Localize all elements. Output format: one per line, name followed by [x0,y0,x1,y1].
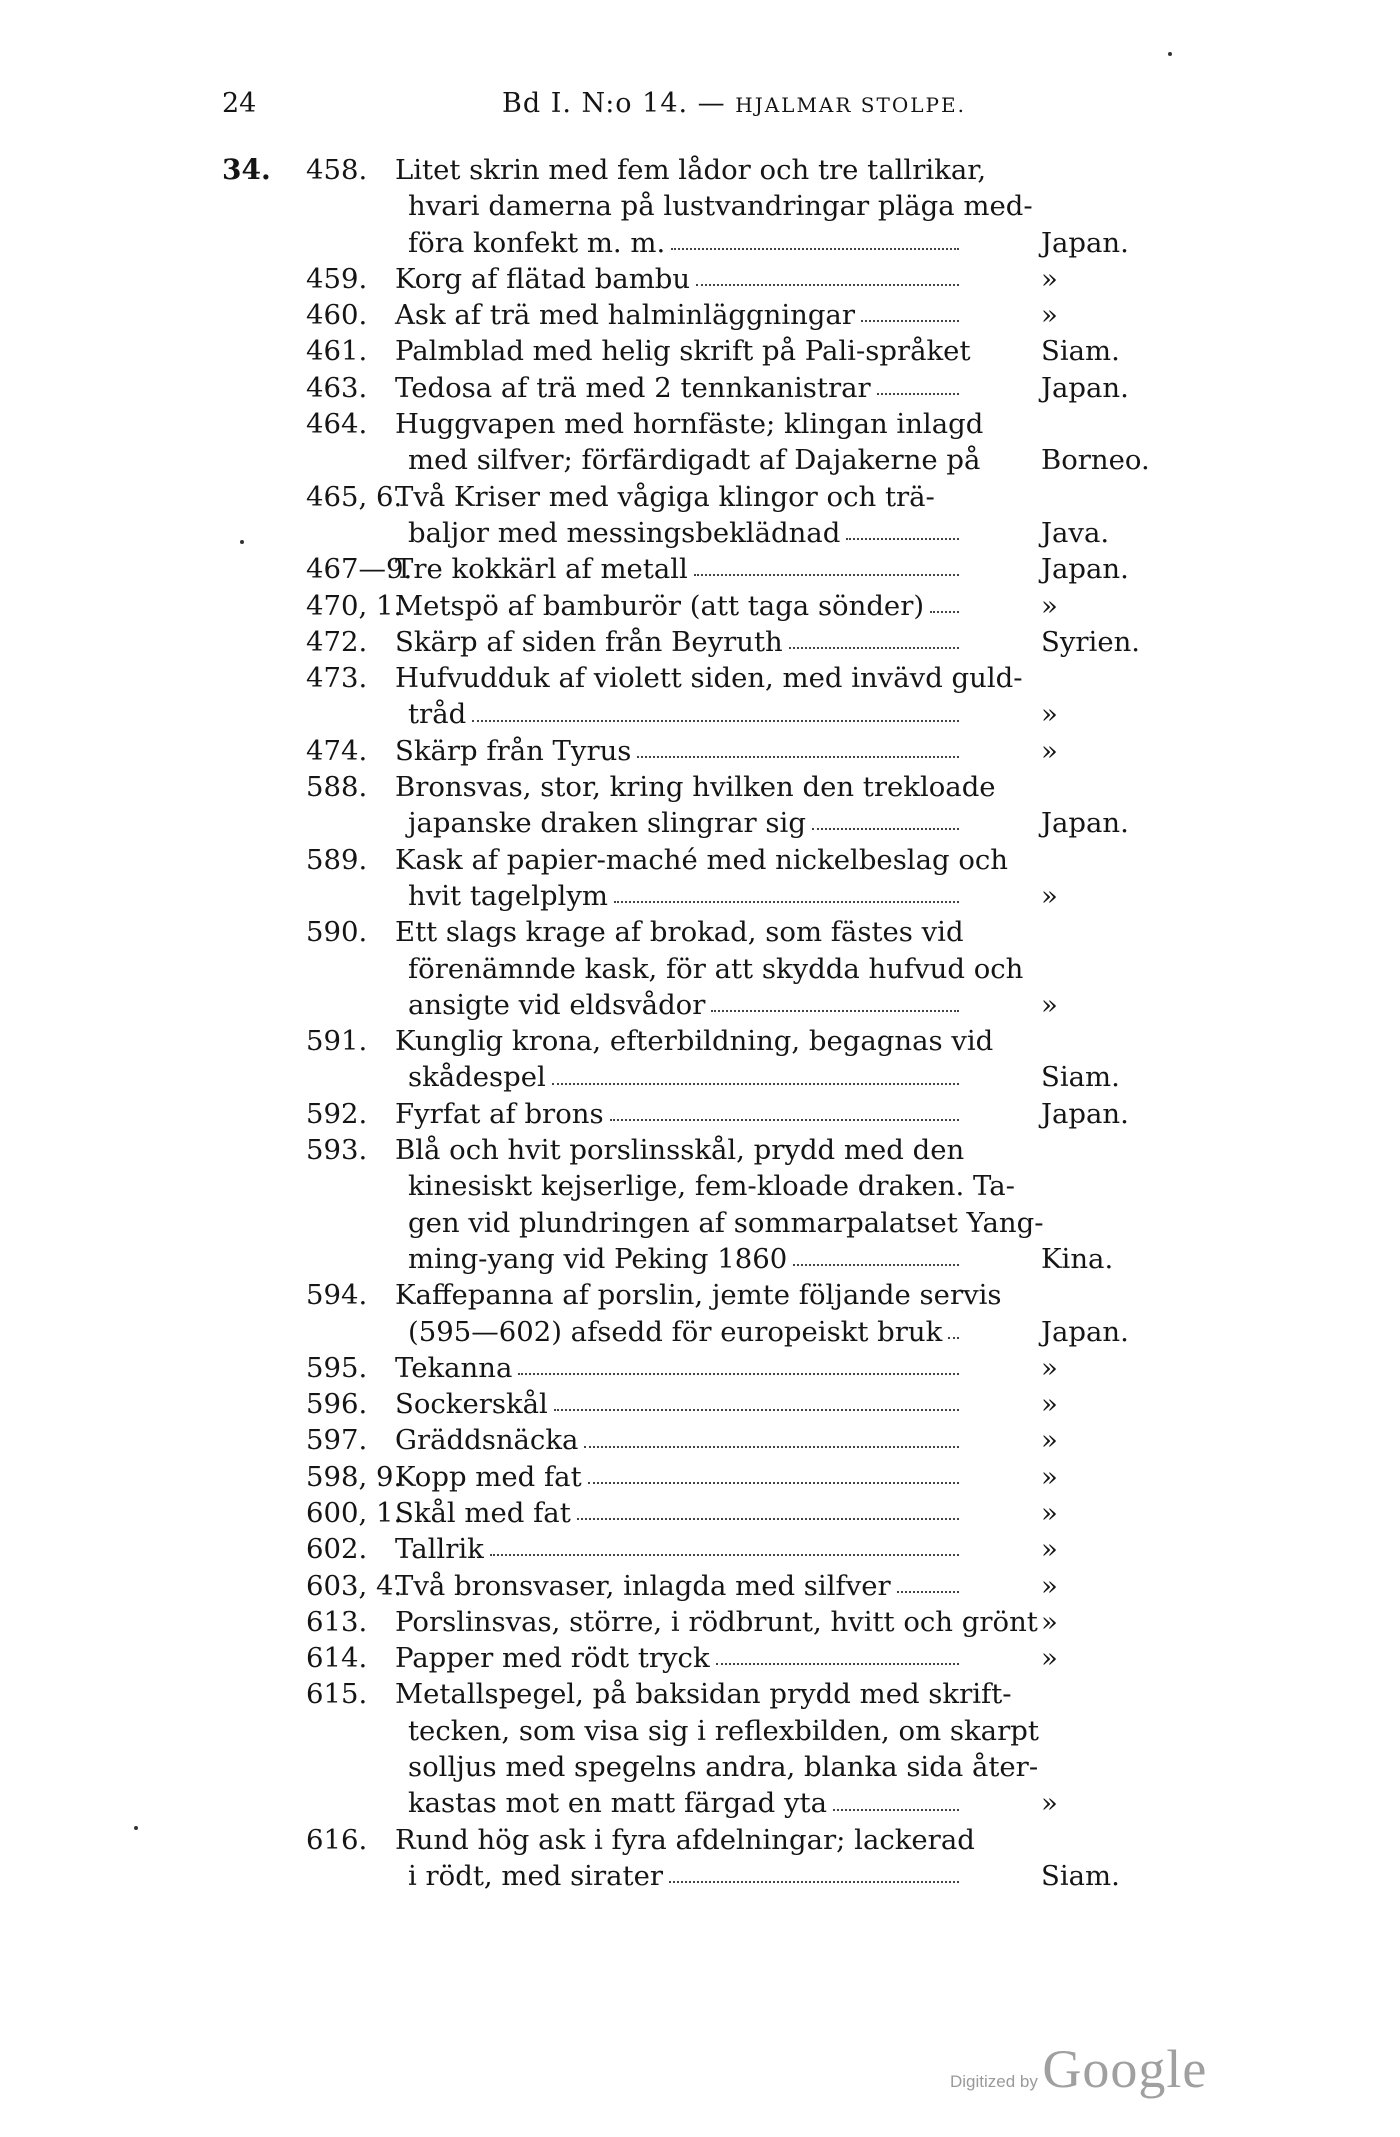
entry-line [222,805,1182,841]
item-description [408,1314,965,1350]
item-number: 589. [306,843,368,876]
page-speck [1168,52,1172,56]
catalog-entry [222,152,1182,261]
entry-line [222,1568,1182,1604]
item-number: 615. [306,1678,368,1711]
item-number: 603, 4. [306,1569,403,1602]
entry-line [222,1676,1182,1712]
origin-country: » [1041,1787,1058,1820]
description-text: solljus med spegelns andra, blanka sida åter- [408,1751,1039,1784]
item-description [395,333,971,369]
dot-leader [610,1119,959,1121]
description-text: Huggvapen med hornfäste; klingan inlagd [395,408,984,441]
item-description [395,588,965,624]
description-text: Papper med rödt tryck [395,1642,710,1675]
item-description [408,1785,965,1821]
item-description [408,987,965,1023]
entry-line [222,261,1182,297]
description-text: Korg af flätad bambu [395,262,691,295]
catalog-entry [222,733,1182,769]
catalog-entry [222,1096,1182,1132]
item-description [395,1386,965,1422]
item-description [408,805,965,841]
entry-line [222,624,1182,660]
description-text: Tekanna [395,1351,513,1384]
entry-line [222,152,1182,188]
description-text: Ask af trä med halminläggningar [395,299,855,332]
description-text: Bronsvas, stor, kring hvilken den trekloade [395,771,996,804]
running-head [502,88,966,119]
item-description [395,1822,975,1858]
item-description [395,842,1009,878]
origin-country: Siam. [1041,335,1120,368]
origin-country: Siam. [1041,1859,1120,1892]
item-number: 616. [306,1823,368,1856]
item-number: 470, 1. [306,589,403,622]
catalog-entry [222,1459,1182,1495]
description-text: ming-yang vid Peking 1860 [408,1242,788,1275]
description-text: Metallspegel, på baksidan prydd med skrift- [395,1678,1012,1711]
description-text: Kopp med fat [395,1460,582,1493]
origin-country: Japan. [1041,371,1129,404]
entry-line [222,297,1182,333]
item-number: 474. [306,734,368,767]
origin-country: » [1041,1424,1058,1457]
dot-leader [552,1083,959,1085]
item-description [408,1713,1039,1749]
item-description [395,1604,1038,1640]
dot-leader [637,756,959,758]
page-header [222,88,1182,128]
item-description [395,1495,965,1531]
catalog-entry [222,406,1182,479]
origin-country: » [1041,1533,1058,1566]
item-number: 472. [306,625,368,658]
origin-country: Java. [1041,516,1110,549]
item-description [395,1096,965,1132]
catalog-entry [222,333,1182,369]
entry-line [222,515,1182,551]
catalog-entry [222,479,1182,552]
origin-country: » [1041,1605,1058,1638]
item-description [408,1749,1039,1785]
entry-line [222,1749,1182,1785]
origin-country: » [1041,299,1058,332]
item-number: 590. [306,916,368,949]
dot-leader [793,1264,959,1266]
catalog-entry [222,551,1182,587]
description-text: Skärp från Tyrus [395,734,632,767]
entry-line [222,1350,1182,1386]
description-text: Hufvudduk af violett siden, med invävd guld- [395,662,1023,695]
description-text: Skål med fat [395,1496,571,1529]
item-description [395,261,965,297]
entry-line [222,442,1182,478]
description-text: Gräddsnäcka [395,1424,579,1457]
item-description [395,624,965,660]
item-number: 593. [306,1134,368,1167]
item-number: 464. [306,408,368,441]
dot-leader [588,1482,959,1484]
dot-leader [861,320,959,322]
description-text: föra konfekt m. m. [408,226,666,259]
origin-country: » [1041,879,1058,912]
catalog-entry [222,1531,1182,1567]
item-description [395,551,965,587]
entry-line [222,1495,1182,1531]
page-number: 24 [222,88,257,119]
item-description [408,1059,965,1095]
dot-leader [584,1446,959,1448]
item-number: 598, 9. [306,1460,403,1493]
entry-line [222,696,1182,732]
item-description [395,1459,965,1495]
origin-country: Japan. [1041,1097,1129,1130]
dot-leader [846,538,959,540]
item-description [395,370,965,406]
catalog-entry [222,1568,1182,1604]
entry-line [222,769,1182,805]
origin-country: » [1041,1351,1058,1384]
entry-line [222,1241,1182,1277]
item-number: 596. [306,1388,368,1421]
description-text: Tedosa af trä med 2 tennkanistrar [395,371,871,404]
catalog-entry [222,914,1182,1023]
item-description [408,1241,965,1277]
description-text: skådespel [408,1061,546,1094]
item-description [408,878,965,914]
dot-leader [614,901,959,903]
origin-country: Japan. [1041,807,1129,840]
item-number: 460. [306,299,368,332]
item-description [395,1350,965,1386]
running-head-main: Bd I. N:o 14. — [502,88,726,119]
description-text: hvari damerna på lustvandringar pläga med- [408,190,1033,223]
description-text: Metspö af bamburör (att taga sönder) [395,589,925,622]
item-number: 614. [306,1642,368,1675]
entry-line [222,951,1182,987]
dot-leader [490,1554,959,1556]
origin-country: » [1041,1496,1058,1529]
description-text: (595—602) afsedd för europeiskt bruk [408,1315,943,1348]
description-text: Blå och hvit porslinsskål, prydd med den [395,1134,965,1167]
item-description [395,660,1023,696]
catalog-entry [222,842,1182,915]
item-description [395,769,996,805]
entry-line [222,479,1182,515]
item-description [395,1023,994,1059]
description-text: Rund hög ask i fyra afdelningar; lackerad [395,1823,975,1856]
origin-country: » [1041,734,1058,767]
dot-leader [577,1518,959,1520]
entry-line [222,225,1182,261]
item-description [408,1858,965,1894]
dot-leader [518,1373,959,1375]
item-number: 613. [306,1605,368,1638]
origin-country: Japan. [1041,553,1129,586]
catalog-entry [222,1822,1182,1895]
description-text: Tre kokkärl af metall [395,553,688,586]
item-description [395,1422,965,1458]
item-description [395,733,965,769]
dot-leader [671,248,959,250]
description-text: gen vid plundringen af sommarpalatset Yang- [408,1206,1044,1239]
item-number: 461. [306,335,368,368]
item-description [408,1205,1044,1241]
description-text: med silfver; förfärdigadt af Dajakerne på [408,444,981,477]
catalog-entry [222,660,1182,733]
catalog-entry [222,1023,1182,1096]
dot-leader [694,574,959,576]
origin-country: » [1041,1388,1058,1421]
item-number: 458. [306,154,368,186]
entry-line [222,1314,1182,1350]
description-text: Sockerskål [395,1388,548,1421]
entry-line [222,370,1182,406]
description-text: Fyrfat af brons [395,1097,604,1130]
entry-line [222,1713,1182,1749]
dot-leader [789,647,959,649]
catalog-entry [222,1422,1182,1458]
item-description [408,225,965,261]
description-text: Kunglig krona, efterbildning, begagnas vid [395,1025,994,1058]
item-number: 473. [306,662,368,695]
running-head-author: HJALMAR STOLPE. [735,93,966,117]
entry-line [222,1640,1182,1676]
entry-line [222,333,1182,369]
dot-leader [930,611,959,613]
entry-line [222,1531,1182,1567]
item-description [395,1568,965,1604]
item-description [395,914,965,950]
item-description [395,1277,1002,1313]
dot-leader [897,1591,959,1593]
origin-country: Kina. [1041,1242,1114,1275]
catalog-entry [222,261,1182,297]
dot-leader [472,720,959,722]
catalog-entry [222,588,1182,624]
entry-line [222,1858,1182,1894]
origin-country: Japan. [1041,1315,1129,1348]
description-text: förenämnde kask, för att skydda hufvud och [408,952,1024,985]
item-description [395,297,965,333]
catalog-entry [222,1604,1182,1640]
item-description [395,1676,1012,1712]
item-number: 600, 1. [306,1496,403,1529]
catalog-list [222,152,1182,1894]
catalog-entry [222,1495,1182,1531]
description-text: japanske draken slingrar sig [408,807,806,840]
digitized-by-text: Digitized by [950,2072,1038,2091]
origin-country: Japan. [1041,226,1129,259]
item-description [395,479,965,515]
page-speck [240,540,244,544]
catalog-entry [222,1277,1182,1350]
catalog-entry [222,769,1182,842]
description-text: hvit tagelplym [408,879,608,912]
origin-country: » [1041,589,1058,622]
dot-leader [711,1010,959,1012]
description-text: ansigte vid eldsvådor [408,988,706,1021]
page-speck [134,1826,138,1830]
entry-line [222,660,1182,696]
description-text: Kask af papier-maché med nickelbeslag och [395,843,1009,876]
catalog-entry [222,1132,1182,1277]
entry-line [222,1168,1182,1204]
origin-country: » [1041,1460,1058,1493]
entry-line [222,588,1182,624]
description-text: kastas mot en matt färgad yta [408,1787,827,1820]
description-text: Ett slags krage af brokad, som fästes vid [395,916,964,949]
item-description [408,696,965,732]
description-text: tråd [408,698,467,731]
description-text: Tallrik [395,1533,484,1566]
origin-country: » [1041,988,1058,1021]
item-description [395,1640,965,1676]
description-text: baljor med messingsbeklädnad [408,516,841,549]
origin-country: » [1041,1569,1058,1602]
catalog-entry [222,1386,1182,1422]
item-number: 463. [306,371,368,404]
dot-leader [877,393,959,395]
entry-line [222,1132,1182,1168]
catalog-entry [222,370,1182,406]
entry-line [222,842,1182,878]
entry-line [222,914,1182,950]
dot-leader [716,1663,959,1665]
catalog-entry [222,297,1182,333]
description-text: Litet skrin med fem lådor och tre tallrikar, [395,154,987,186]
entry-line [222,406,1182,442]
origin-country: » [1041,1642,1058,1675]
item-number: 597. [306,1424,368,1457]
origin-country: » [1041,698,1058,731]
description-text: Skärp af siden från Beyruth [395,625,783,658]
entry-line [222,1096,1182,1132]
description-text: tecken, som visa sig i reflexbilden, om skarpt [408,1714,1039,1747]
item-number: 465, 6. [306,480,403,513]
item-description [395,1132,965,1168]
item-number: 591. [306,1025,368,1058]
entry-line [222,1277,1182,1313]
entry-line [222,987,1182,1023]
item-number: 459. [306,262,368,295]
entry-line [222,1205,1182,1241]
description-text: Kaffepanna af porslin, jemte följande servis [395,1279,1002,1312]
entry-line [222,733,1182,769]
catalog-entry [222,1640,1182,1676]
origin-country: » [1041,262,1058,295]
dot-leader [833,1809,959,1811]
google-logo: Google [1042,2039,1208,2099]
dot-leader [696,284,959,286]
entry-line [222,1785,1182,1821]
item-description [395,406,984,442]
description-text: Två bronsvaser, inlagda med silfver [395,1569,891,1602]
entry-line [222,1059,1182,1095]
dot-leader [812,828,959,830]
entry-line [222,551,1182,587]
dot-leader [669,1881,959,1883]
entry-line [222,1023,1182,1059]
catalog-entry [222,1676,1182,1821]
item-description [408,1168,1015,1204]
entry-line [222,1422,1182,1458]
item-number: 595. [306,1351,368,1384]
origin-country: Siam. [1041,1061,1120,1094]
catalog-entry [222,1350,1182,1386]
item-number: 588. [306,771,368,804]
entry-line [222,1459,1182,1495]
entry-line [222,1604,1182,1640]
entry-line [222,1386,1182,1422]
item-description [395,1531,965,1567]
item-number: 594. [306,1279,368,1312]
description-text: Palmblad med helig skrift på Pali-språket [395,335,971,368]
origin-country: Syrien. [1041,625,1141,658]
entry-line [222,188,1182,224]
dot-leader [948,1337,959,1339]
item-description [408,515,965,551]
entry-line [222,1822,1182,1858]
entry-line [222,878,1182,914]
description-text: kinesiskt kejserlige, fem-kloade draken. Ta- [408,1170,1015,1203]
item-number: 467—9. [306,553,413,586]
item-description [395,152,987,188]
description-text: i rödt, med sirater [408,1859,663,1892]
group-number: 34. [222,153,271,186]
digitized-by-watermark [950,2038,1207,2100]
item-number: 592. [306,1097,368,1130]
origin-country: Borneo. [1041,444,1150,477]
description-text: Två Kriser med vågiga klingor och trä- [395,480,935,513]
description-text: Porslinsvas, större, i rödbrunt, hvitt och grönt [395,1605,1038,1638]
item-description [408,951,1024,987]
item-description [408,188,1033,224]
dot-leader [554,1409,959,1411]
catalog-entry [222,624,1182,660]
item-number: 602. [306,1533,368,1566]
item-description [408,442,981,478]
